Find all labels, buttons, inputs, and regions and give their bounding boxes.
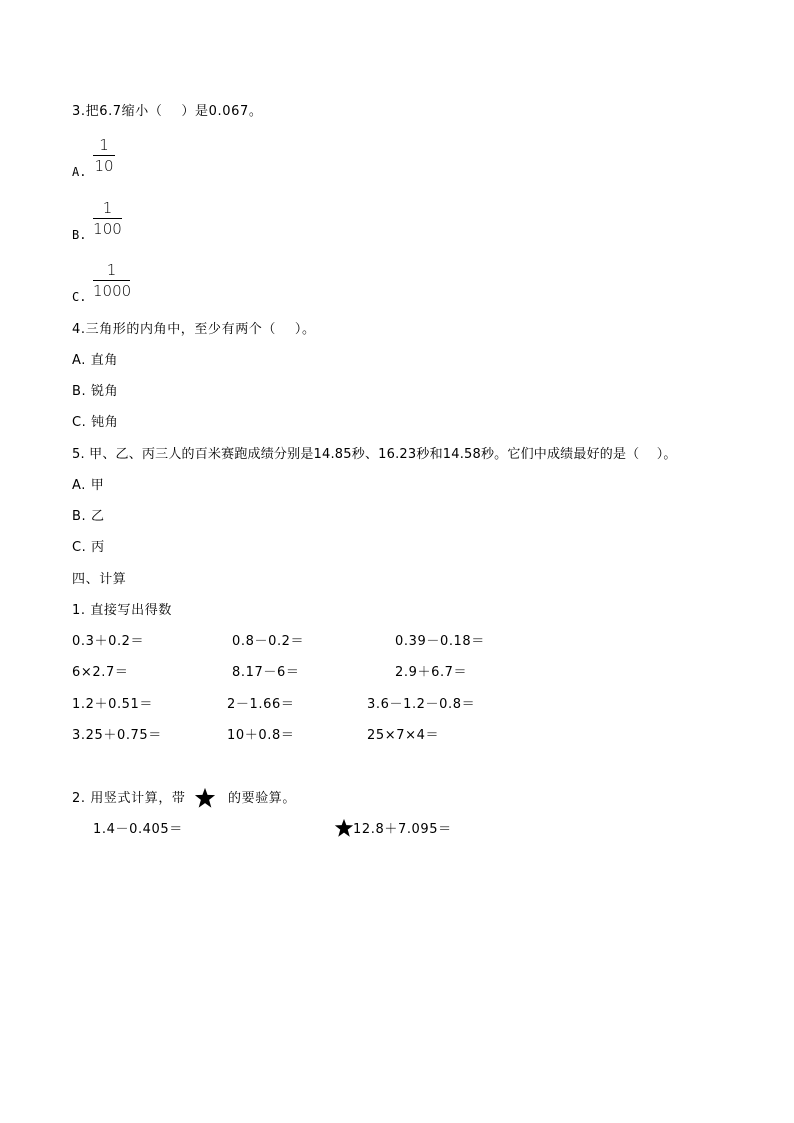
calc-q1-title: 1. 直接写出得数 [72, 603, 172, 618]
calc-item: 8.17－6＝ [232, 665, 300, 680]
fraction-numerator: 1 [102, 199, 113, 217]
question-3-stem: 3.把6.7缩小（ ）是0.067。 [72, 104, 263, 119]
calc-item: 3.6－1.2－0.8＝ [367, 697, 476, 712]
calc-q2-title-suffix: 的要验算。 [228, 791, 297, 806]
fraction-bar [93, 155, 115, 156]
calc-item: 2.9＋6.7＝ [395, 665, 468, 680]
vertical-calc-item: 1.4－0.405＝ [93, 822, 183, 837]
calc-q2-title-prefix: 2. 用竖式计算，带 [72, 791, 186, 806]
calc-item: 6×2.7＝ [72, 665, 129, 680]
calc-item: 1.2＋0.51＝ [72, 697, 154, 712]
calc-item: 3.25＋0.75＝ [72, 728, 162, 743]
calc-item: 0.3＋0.2＝ [72, 634, 145, 649]
q4-option-b[interactable]: B. 锐角 [72, 384, 119, 399]
fraction-numerator: 1 [99, 136, 109, 154]
calc-item: 0.39－0.18＝ [395, 634, 485, 649]
question-4-stem: 4.三角形的内角中，至少有两个（ ）。 [72, 322, 316, 337]
q3-option-b-letter: B. [72, 228, 87, 242]
q4-option-a[interactable]: A. 直角 [72, 353, 118, 368]
q4-option-c[interactable]: C. 钝角 [72, 415, 119, 430]
calc-item: 10＋0.8＝ [227, 728, 295, 743]
fraction-bar [93, 280, 130, 281]
q3-option-a-letter: A. [72, 165, 87, 179]
question-5-stem: 5. 甲、乙、丙三人的百米赛跑成绩分别是14.85秒、16.23秒和14.58秒。它们中成绩最好的是（ ）。 [72, 447, 677, 462]
calc-item: 25×7×4＝ [367, 728, 440, 743]
fraction-bar [93, 218, 122, 219]
q3-option-b-fraction[interactable] [93, 199, 122, 238]
calc-item: 2－1.66＝ [227, 697, 295, 712]
q3-option-c-letter: C. [72, 290, 87, 304]
q3-option-a-fraction[interactable] [93, 136, 115, 175]
q5-option-b[interactable]: B. 乙 [72, 509, 105, 524]
fraction-numerator: 1 [106, 261, 117, 279]
fraction-denominator: 10 [94, 157, 114, 175]
star-icon [194, 787, 216, 809]
q5-option-c[interactable]: C. 丙 [72, 540, 105, 555]
q5-option-a[interactable]: A. 甲 [72, 478, 105, 493]
q3-option-c-fraction[interactable] [93, 261, 130, 300]
vertical-calc-item-starred: 12.8＋7.095＝ [353, 822, 452, 837]
section-heading: 四、计算 [72, 572, 127, 587]
fraction-denominator: 100 [93, 220, 122, 238]
calc-item: 0.8－0.2＝ [232, 634, 305, 649]
fraction-denominator: 1000 [93, 282, 132, 300]
star-icon [334, 818, 354, 838]
